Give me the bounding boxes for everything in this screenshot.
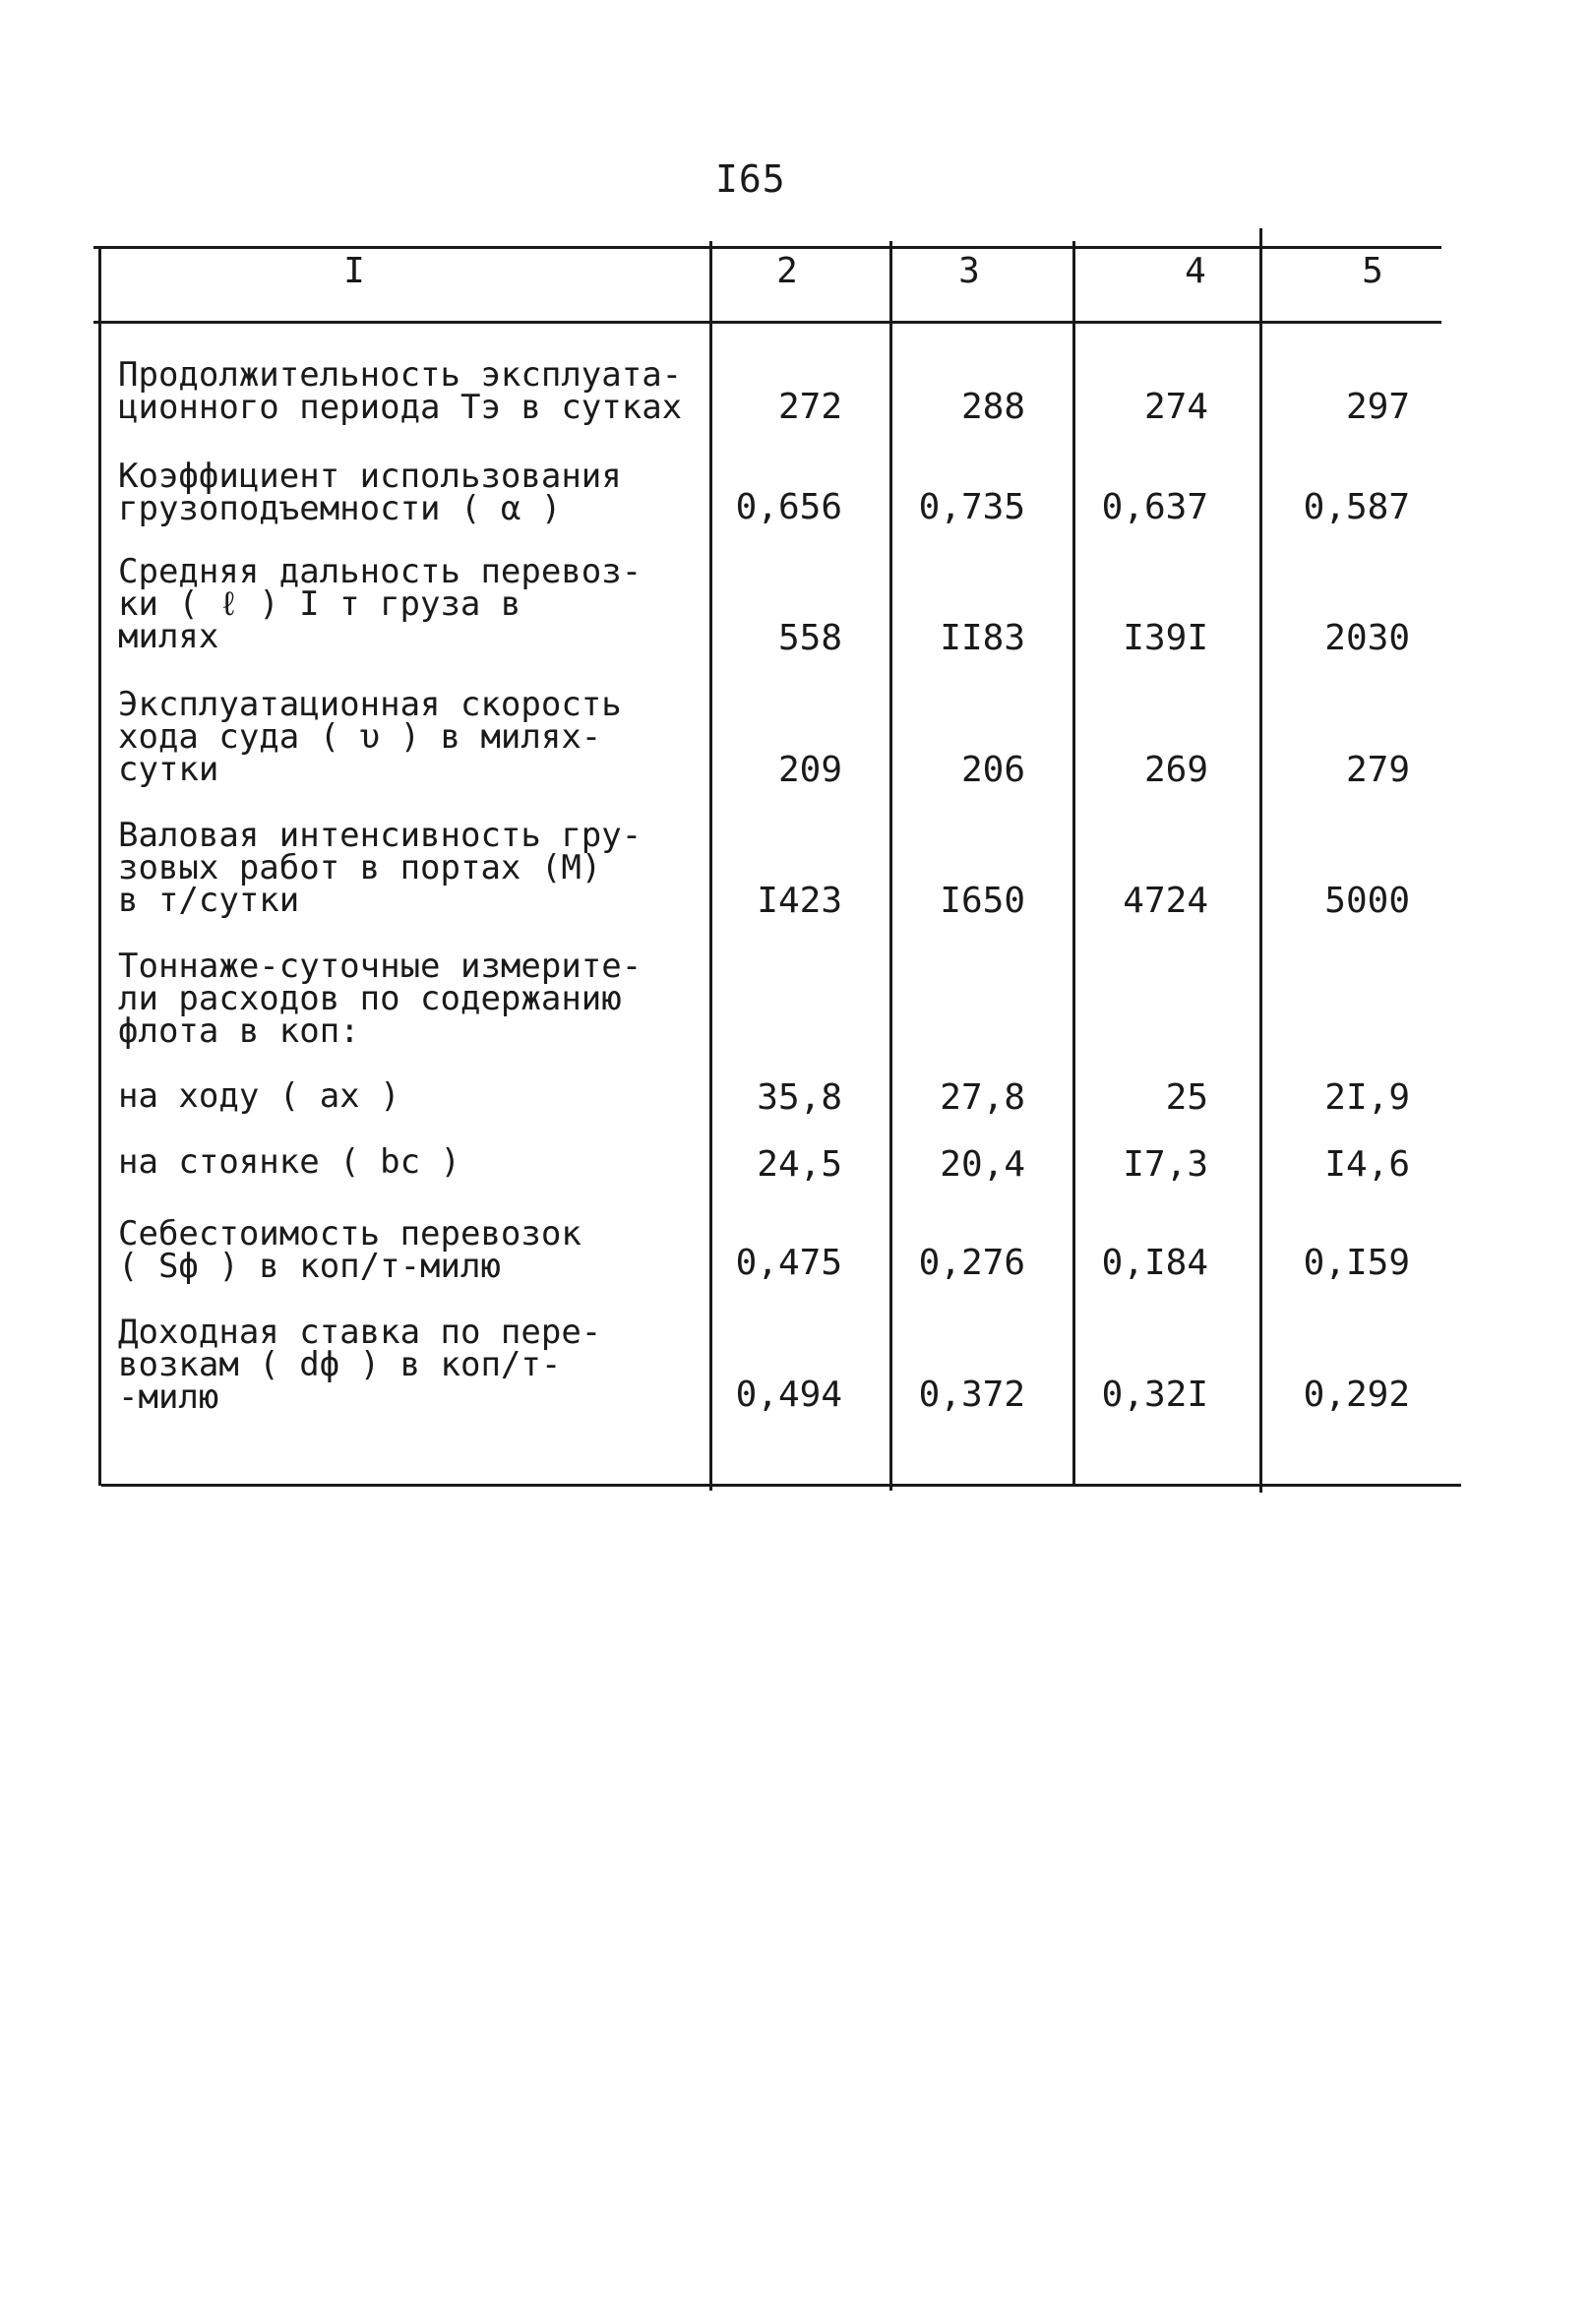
table-cell: 0,637	[1101, 487, 1208, 527]
table-cell: 0,276	[918, 1243, 1025, 1283]
row-label: Эксплуатационная скорость хода суда ( υ ) в милях- сутки	[118, 685, 622, 789]
page-number: I65	[715, 157, 786, 201]
table-cell: 0,494	[735, 1375, 842, 1415]
table-cell: 27,8	[940, 1077, 1025, 1118]
table-cell: 0,I84	[1101, 1243, 1208, 1283]
row-label: Коэффициент использования грузоподъемности ( α )	[118, 457, 622, 528]
table-top-border	[93, 246, 1441, 249]
table-cell: I39I	[1123, 618, 1208, 658]
table-bottom-border	[101, 1484, 1461, 1487]
table-cell: 206	[960, 750, 1025, 790]
table-cell: 20,4	[940, 1144, 1025, 1185]
table-cell: 0,I59	[1303, 1243, 1410, 1283]
table-cell: 35,8	[757, 1077, 842, 1118]
table-cell: 0,587	[1303, 487, 1410, 527]
table-cell: 0,735	[918, 487, 1025, 527]
table-cell: 269	[1143, 750, 1208, 790]
column-divider-2	[889, 241, 892, 1491]
table-cell: 2I,9	[1324, 1077, 1410, 1118]
row-label: Продолжительность эксплуата- ционного периода Tэ в сутках	[118, 355, 683, 427]
column-header-2: 2	[776, 251, 798, 291]
column-divider-left	[98, 246, 101, 1486]
row-label: Доходная ставка по пере- возкам ( dф ) в коп/т- -милю	[118, 1313, 602, 1417]
table-cell: 274	[1143, 387, 1208, 427]
table-cell: 0,292	[1303, 1375, 1410, 1415]
table-cell: II83	[940, 618, 1025, 658]
table-cell: 0,475	[735, 1243, 842, 1283]
table-cell: 0,372	[918, 1375, 1025, 1415]
column-header-5: 5	[1362, 251, 1383, 291]
table-cell: 209	[777, 750, 842, 790]
table-cell: 4724	[1123, 881, 1208, 921]
column-divider-1	[709, 241, 712, 1491]
table-cell: 25	[1165, 1077, 1208, 1118]
row-label: на ходу ( aх )	[118, 1076, 400, 1116]
table-cell: I7,3	[1123, 1144, 1208, 1185]
table-cell: 5000	[1324, 881, 1410, 921]
table-cell: I4,6	[1324, 1144, 1410, 1185]
table-cell: 272	[777, 387, 842, 427]
column-divider-3	[1072, 241, 1075, 1486]
row-label: Себестоимость перевозок ( Sф ) в коп/т-милю	[118, 1214, 582, 1286]
column-header-1: I	[343, 251, 365, 291]
row-label: Тоннаже-суточные измерите- ли расходов по содержанию флота в коп:	[118, 947, 643, 1051]
table-cell: 297	[1345, 387, 1410, 427]
row-label: на стоянке ( bс )	[118, 1142, 460, 1182]
header-separator	[93, 321, 1441, 324]
table-cell: I650	[940, 881, 1025, 921]
table-cell: 558	[777, 618, 842, 658]
table-cell: 279	[1345, 750, 1410, 790]
column-header-3: 3	[958, 251, 980, 291]
table-cell: 0,32I	[1101, 1375, 1208, 1415]
table-cell: 0,656	[735, 487, 842, 527]
table-cell: 2030	[1324, 618, 1410, 658]
column-header-4: 4	[1185, 251, 1206, 291]
row-label: Валовая интенсивность гру- зовых работ в портах (M) в т/сутки	[118, 816, 643, 920]
table-cell: 24,5	[757, 1144, 842, 1185]
table-cell: 288	[960, 387, 1025, 427]
table-cell: I423	[757, 881, 842, 921]
row-label: Средняя дальность перевоз- ки ( ℓ ) I т груза в милях	[118, 552, 643, 656]
